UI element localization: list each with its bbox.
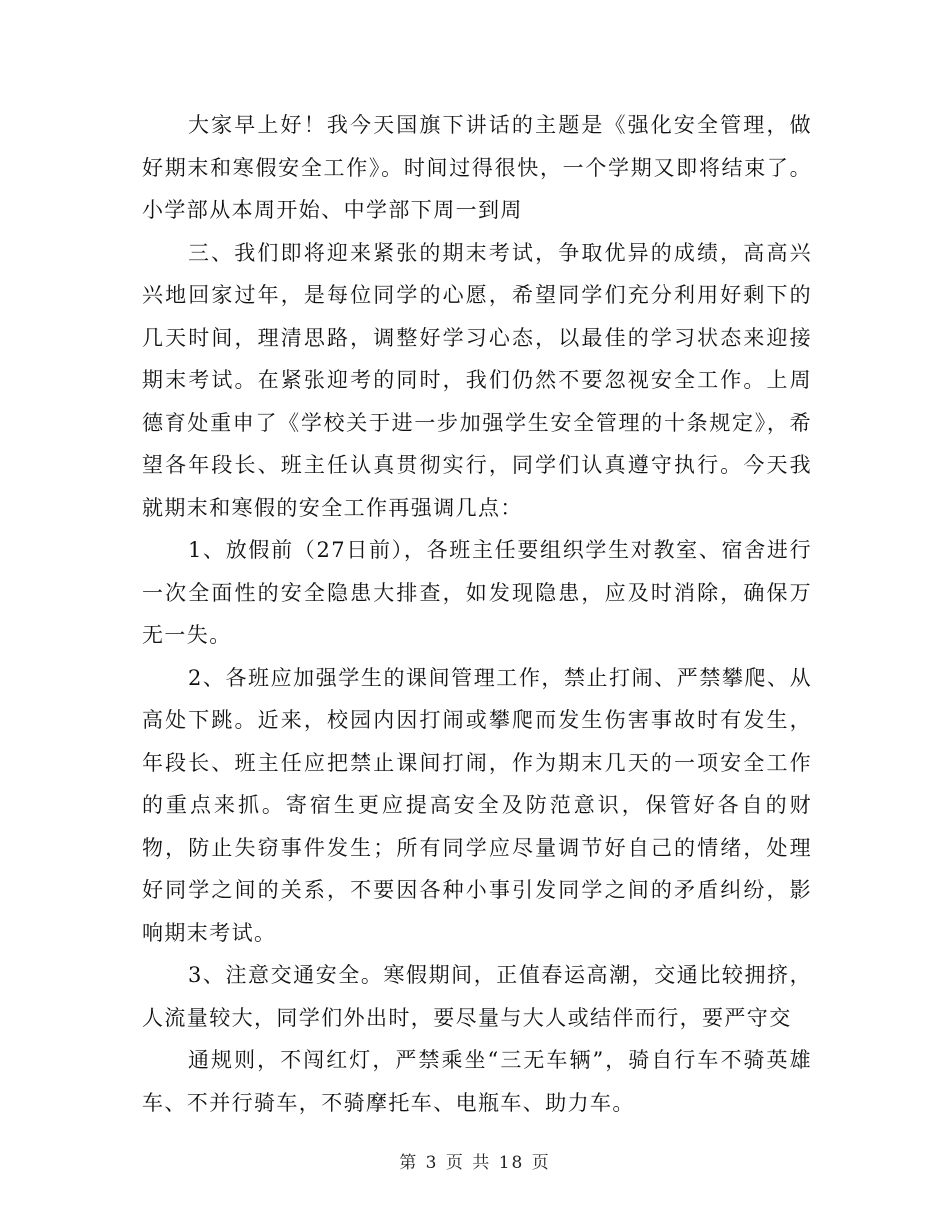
paragraph-point-3: 3、注意交通安全。寒假期间，正值春运高潮，交通比较拥挤，人流量较大，同学们外出时，要尽量与大人或结伴而行，要严守交 xyxy=(142,963,812,1030)
paragraph-point-3-continued: 通规则，不闯红灯，严禁乘坐“三无车辆”，骑自行车不骑英雄车、不并行骑车，不骑摩托车、电瓶车、助力车。 xyxy=(142,1048,812,1115)
paragraph-point-1: 1、放假前（27日前），各班主任要组织学生对教室、宿舍进行一次全面性的安全隐患大排查，如发现隐患，应及时消除，确保万无一失。 xyxy=(142,538,812,647)
paragraph-point-2: 2、各班应加强学生的课间管理工作，禁止打闹、严禁攀爬、从高处下跳。近来，校园内因打闹或攀爬而发生伤害事故时有发生，年段长、班主任应把禁止课间打闹，作为期末几天的一项安全工作的重点来抓。寄宿生更应提高安全及防范意识，保管好各自的财物，防止失窃事件发生；所有同学应尽量调节好自己的情绪，处理好同学之间的关系，不要因各种小事引发同学之间的矛盾纠纷，影响期末考试。 xyxy=(142,665,812,945)
document-body xyxy=(142,104,812,1124)
paragraph-exam-preparation: 三、我们即将迎来紧张的期末考试，争取优异的成绩，高高兴兴地回家过年，是每位同学的心愿，希望同学们充分利用好剩下的几天时间，理清思路，调整好学习心态，以最佳的学习状态来迎接期末考试。在紧张迎考的同时，我们仍然不要忽视安全工作。上周德育处重申了《学校关于进一步加强学生安全管理的十条规定》，希望各年段长、班主任认真贯彻实行，同学们认真遵守执行。今天我就期末和寒假的安全工作再强调几点： xyxy=(142,240,812,520)
page-number-footer: 第 3 页 共 18 页 xyxy=(399,1153,551,1173)
paragraph-greeting: 大家早上好！我今天国旗下讲话的主题是《强化安全管理，做好期末和寒假安全工作》。时间过得很快，一个学期又即将结束了。小学部从本周开始、中学部下周一到周 xyxy=(142,113,812,222)
